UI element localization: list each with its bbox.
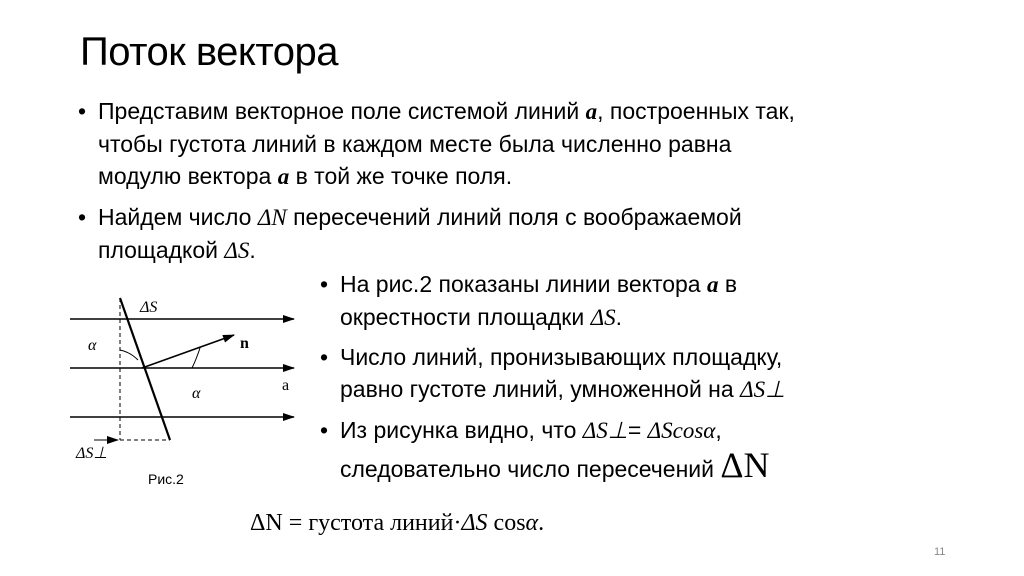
- flux-formula: ΔN = густота линий·ΔS cosα.: [250, 510, 545, 536]
- label-alpha-2: α: [192, 385, 201, 402]
- figure-caption: Рис.2: [148, 471, 184, 487]
- bullet-figure-description: • На рис.2 показаны линии вектора a в окрестности площадки ΔS.: [340, 268, 900, 334]
- bullet-dot: •: [78, 98, 87, 124]
- bullet-conclusion: • Из рисунка видно, что ΔS⊥= ΔScosα, следовательно число пересечений ΔN: [340, 414, 900, 491]
- bullet-line-count: • Число линий, пронизывающих площадку, равно густоте линий, умноженной на ΔS⊥: [340, 341, 900, 406]
- label-dSperp: ΔS⊥: [76, 445, 108, 462]
- slide-title: Поток вектора: [80, 30, 338, 74]
- angle-arc: [192, 348, 200, 368]
- label-a: a: [282, 377, 290, 394]
- label-alpha-1: α: [88, 337, 97, 354]
- bullet-dot: •: [78, 204, 87, 230]
- bullet-intersections: • Найдем число ΔN пересечений линий поля с воображаемой площадкой ΔS.: [98, 201, 898, 267]
- bullet-dot: •: [320, 344, 329, 370]
- bullet-dot: •: [320, 417, 329, 443]
- label-n: n: [240, 335, 249, 352]
- label-dS: ΔS: [140, 299, 158, 316]
- vector-lines-figure: [62, 290, 312, 470]
- normal-vector: [142, 335, 234, 368]
- angle-arc: [120, 350, 138, 360]
- page-number: 11: [934, 546, 946, 558]
- bullet-dot: •: [320, 271, 329, 297]
- bullet-vector-lines: • Представим векторное поле системой линий a, построенных так, чтобы густота линий в каждом месте была численно равна модулю вектора a в той же точке поля.: [98, 95, 898, 193]
